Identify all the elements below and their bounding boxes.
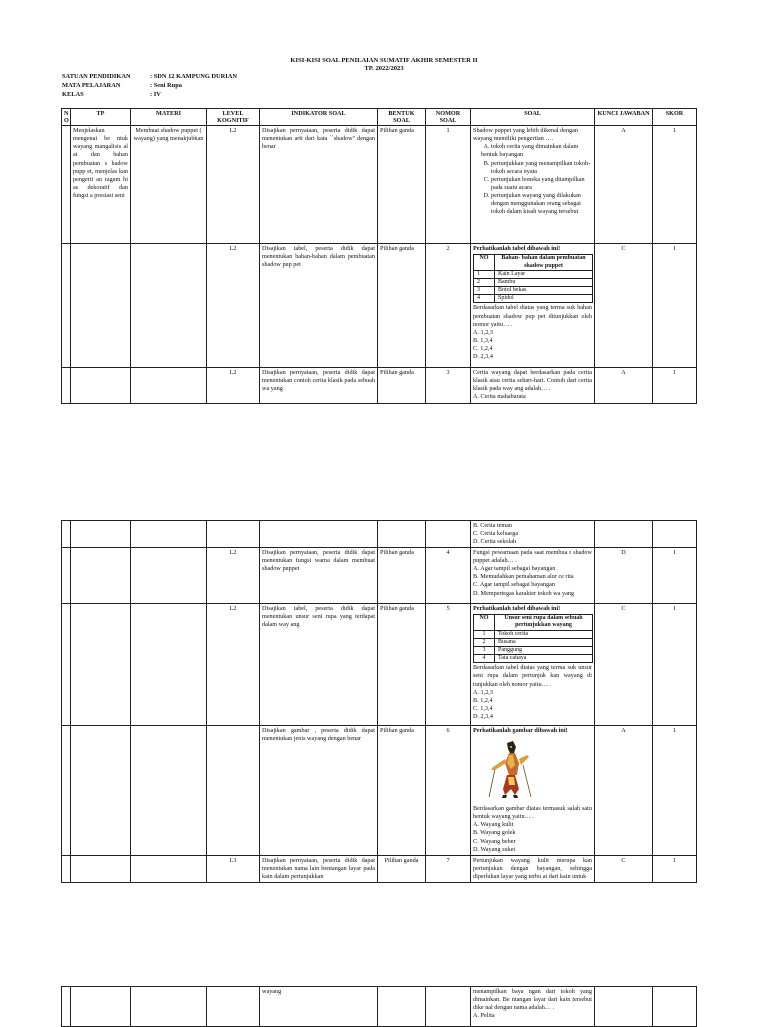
table-row xyxy=(62,604,697,726)
level-cell: L2 xyxy=(207,244,260,368)
option-item: D. 2,3,4 xyxy=(473,352,493,360)
grid-table-page3 xyxy=(61,986,697,1027)
option-item: B. 1,2,4 xyxy=(473,696,493,704)
meta-class xyxy=(62,91,161,99)
meta-label: SATUAN PENDIDIKAN xyxy=(62,73,131,80)
header-level: LEVEL KOGNITIF xyxy=(207,109,260,126)
soal-heading: Perhatikanlah gambar dibawah ini! xyxy=(473,727,568,735)
option-item: C. Agar tampil sebagai bayangan xyxy=(473,581,555,589)
level-cell: L2 xyxy=(207,604,260,726)
skor-cell: 1 xyxy=(653,726,697,855)
soal-cell xyxy=(471,244,595,368)
table-row xyxy=(62,521,697,548)
indikator-cell: Disajikan pernyataan, peserta didik dapat menentukan contoh cerita klasik pada sebuah wa yang xyxy=(260,368,378,404)
inner-row: 4 Tata cahaya xyxy=(474,655,593,663)
grid-table-page2 xyxy=(61,520,697,883)
soal-cell xyxy=(471,548,595,604)
wayang-puppet-image xyxy=(479,739,541,799)
kunci-cell: C xyxy=(595,855,653,882)
inner-header-no: NO xyxy=(474,615,495,630)
option-item: D. Wayang suket xyxy=(473,845,516,853)
table-header-row xyxy=(62,109,697,126)
meta-subject xyxy=(62,82,182,90)
inner-table xyxy=(473,614,593,663)
soal-cell xyxy=(471,604,595,726)
materi-cell: Membuat shadow puppet ( wayang) yang menakjubkan xyxy=(131,126,207,244)
grid-table-page1 xyxy=(61,108,697,404)
bentuk-cell: Pilihan ganda xyxy=(378,368,426,404)
inner-row: 1 Tokoh cerita xyxy=(474,630,593,638)
option-item: B. Cerita teman xyxy=(473,522,513,529)
table-row xyxy=(62,855,697,882)
level-cell: L2 xyxy=(207,368,260,404)
nomor-cell: 2 xyxy=(426,244,471,368)
kunci-cell: C xyxy=(595,244,653,368)
option-item: C. Cerita keluarga xyxy=(473,530,519,538)
indikator-cell: wayang xyxy=(260,987,378,1027)
inner-header-no: NO xyxy=(474,255,495,270)
indikator-cell: Disajikan pernyataan, peserta didik dapat menentukan fungsi warna dalam membuat shadow puppet xyxy=(260,548,378,604)
inner-header-item: Bahan- bahan dalam pembuatan shadow puppet xyxy=(495,255,593,270)
option-item: B. Wayang golek xyxy=(473,829,516,837)
option-item: A. Wayang kulit xyxy=(473,821,514,829)
option-item: B. 1,3,4 xyxy=(473,336,493,344)
option-item: C. Wayang beber xyxy=(473,837,516,845)
skor-cell: 1 xyxy=(653,126,697,244)
option-item: A. Agar tampil sebagai bayangan xyxy=(473,565,556,573)
bentuk-cell: Pilihan ganda xyxy=(378,855,426,882)
soal-cell: Pertunjukan wayang kulit merupa kan pertunjukan dengan bayangan, sehingga diperlukan layar yang terbu at dari kain untuk xyxy=(471,855,595,882)
option-item: A. 1,2,3 xyxy=(473,688,493,696)
document-year: TP. 2022/2023 xyxy=(364,65,404,72)
indikator-cell: Disajikan tabel, peserta didik dapat menentukan bahan-bahan dalam pembuatan shadow pup pet xyxy=(260,244,378,368)
option-item: D. pertunjukan wayang yang dilakukan dengan menggunakan orang sebagai tokoh dalam kisah wayang tersebut xyxy=(491,192,592,216)
meta-value: : SDN 12 KAMPUNG DURIAN xyxy=(150,73,237,80)
table-row xyxy=(62,987,697,1027)
nomor-cell: 5 xyxy=(426,604,471,726)
table-row xyxy=(62,126,697,244)
option-list xyxy=(473,143,592,216)
soal-cell xyxy=(471,368,595,404)
header-tp: TP xyxy=(71,109,131,126)
soal-text: menampilkan baya ngan dari tokoh yang dimainkan. Be ntangan layar dari kain tersebut dike nal dengan nama adalah… . xyxy=(473,988,592,1012)
option-item: C. 1,3,4 xyxy=(473,704,493,712)
nomor-cell: 4 xyxy=(426,548,471,604)
kunci-cell: C xyxy=(595,604,653,726)
soal-intro: Shadow puppet yang lebih dikenal dengan wayang memiliki pengertian …. xyxy=(473,127,578,143)
indikator-cell: Disajikan pernyataan, peserta didik dapat menentukan arti dari kata ``shadow'' dengan benar xyxy=(260,126,378,244)
soal-heading: Perhatikanlah tabel dibawah ini! xyxy=(473,245,561,253)
indikator-cell: Disajikan pernyataan, peserta didik dapat menentukan nama lain bentangan layar pada kain dalam pertunjukkan xyxy=(260,855,378,882)
table-row xyxy=(62,726,697,855)
option-item: D. Mempertegas karakter tokoh wa yang xyxy=(473,589,575,597)
nomor-cell: 1 xyxy=(426,126,471,244)
indikator-cell: Disajikan tabel, peserta didik dapat menentukan unsur seni rupa yang terdapat dalam way ang xyxy=(260,604,378,726)
option-item: C. pertunjukan boneka yang ditampilkan pada suatu acara xyxy=(491,176,592,192)
soal-cell xyxy=(471,521,595,548)
inner-row: 2 Busana xyxy=(474,638,593,646)
kunci-cell: A xyxy=(595,126,653,244)
meta-value: : IV xyxy=(150,91,161,98)
option-item: B. pertunjukkan yang menampilkan tokoh- tokoh secara nyata xyxy=(491,160,592,176)
nomor-cell: 3 xyxy=(426,368,471,404)
inner-row: 1 Kain Layar xyxy=(474,270,593,278)
skor-cell: 1 xyxy=(653,368,697,404)
header-no: N O xyxy=(62,109,71,126)
option-item: A. Cerita mahabarata xyxy=(473,393,526,401)
inner-row: 3 Botol bekas xyxy=(474,287,593,295)
skor-cell: 1 xyxy=(653,604,697,726)
header-skor: SKOR xyxy=(653,109,697,126)
bentuk-cell: Pilihan ganda xyxy=(378,604,426,726)
skor-cell: 1 xyxy=(653,548,697,604)
option-item: A. 1,2,3 xyxy=(473,328,493,336)
inner-header-item: Unsur seni rupa dalam sebuah pertunjukkan wayang xyxy=(495,615,593,630)
level-cell: L3 xyxy=(207,855,260,882)
soal-text: Fungsi pewarnaan pada saat membua t shadow puppet adalah… . xyxy=(473,549,592,565)
level-cell: L2 xyxy=(207,126,260,244)
tp-cell: Menjelaskan mengenai be ntuk wayang mangalisis al at dan bahan pembuatan s hadow pupp et, menjelas kan pengerti an ragam hi as dekoratif dan fungsi a presiasi seni xyxy=(71,126,131,244)
header-kunci: KUNCI JAWABAN xyxy=(595,109,653,126)
inner-row: 2 Bambu xyxy=(474,278,593,286)
option-item: D. 2,3,4 xyxy=(473,712,493,720)
table-row xyxy=(62,244,697,368)
header-nomor: NOMOR SOAL xyxy=(426,109,471,126)
bentuk-cell: Pilihan ganda xyxy=(378,126,426,244)
soal-text: Berdasarkan tabel diatas yang terma suk bahan pembuatan shadow pup pet ditunjukkan oleh nomor yaitu… . xyxy=(473,304,592,328)
kunci-cell: A xyxy=(595,368,653,404)
option-item: A. Pelita xyxy=(473,1012,495,1020)
table-row xyxy=(62,548,697,604)
header-bentuk: BENTUK SOAL xyxy=(378,109,426,126)
option-item: C. 1,2,4 xyxy=(473,344,493,352)
meta-value: : Seni Rupa xyxy=(150,82,182,89)
soal-text: Berdasarkan gambar diatas termasuk salah satu bentuk wayang yaitu… . xyxy=(473,805,592,821)
inner-row: 3 Panggung xyxy=(474,647,593,655)
soal-cell xyxy=(471,726,595,855)
inner-table xyxy=(473,254,593,303)
soal-text: Berdasarkan tabel diatas yang terma suk unsur seni rupa dalam pertunjuk kan wayang di tunjukkan oleh nomor yaitu… . xyxy=(473,664,592,688)
soal-cell xyxy=(471,126,595,244)
option-item: A. tokoh cerita yang dimainkan dalam bentuk bayangan xyxy=(491,143,592,159)
level-cell: L2 xyxy=(207,548,260,604)
indikator-cell: Disajikan gambar , peserta didik dapat menentukan jenis wayang dengan benar xyxy=(260,726,378,855)
nomor-cell: 7 xyxy=(426,855,471,882)
kunci-cell: D xyxy=(595,548,653,604)
nomor-cell: 6 xyxy=(426,726,471,855)
meta-school xyxy=(62,73,237,81)
bentuk-cell: Pilihan ganda xyxy=(378,548,426,604)
bentuk-cell: Pilihan ganda xyxy=(378,726,426,855)
skor-cell: 1 xyxy=(653,855,697,882)
header-soal: SOAL xyxy=(471,109,595,126)
option-item: D. Cerita sekolah xyxy=(473,538,517,546)
soal-heading: Perhatikanlah tabel dibawah ini! xyxy=(473,605,561,613)
level-cell xyxy=(207,726,260,855)
meta-label: MATA PELAJARAN xyxy=(62,82,121,89)
option-item: B. Memudahkan pemahaman alur ce rita xyxy=(473,573,574,581)
soal-cell xyxy=(471,987,595,1027)
table-row xyxy=(62,368,697,404)
kunci-cell: A xyxy=(595,726,653,855)
header-indikator: INDIKATOR SOAL xyxy=(260,109,378,126)
inner-row: 4 Spidol xyxy=(474,295,593,303)
header-materi: MATERI xyxy=(131,109,207,126)
meta-label: KELAS xyxy=(62,91,84,98)
bentuk-cell: Pilihan ganda xyxy=(378,244,426,368)
skor-cell: 1 xyxy=(653,244,697,368)
soal-text: Cerita wayang dapat berdasarkan pada cerita klasik atau cerita sehari-hari. Contoh dari cerita klasik pada way ang adalah… . xyxy=(473,369,592,393)
document-title: KISI-KISI SOAL PENILAIAN SUMATIF AKHIR SEMESTER II xyxy=(290,57,478,64)
